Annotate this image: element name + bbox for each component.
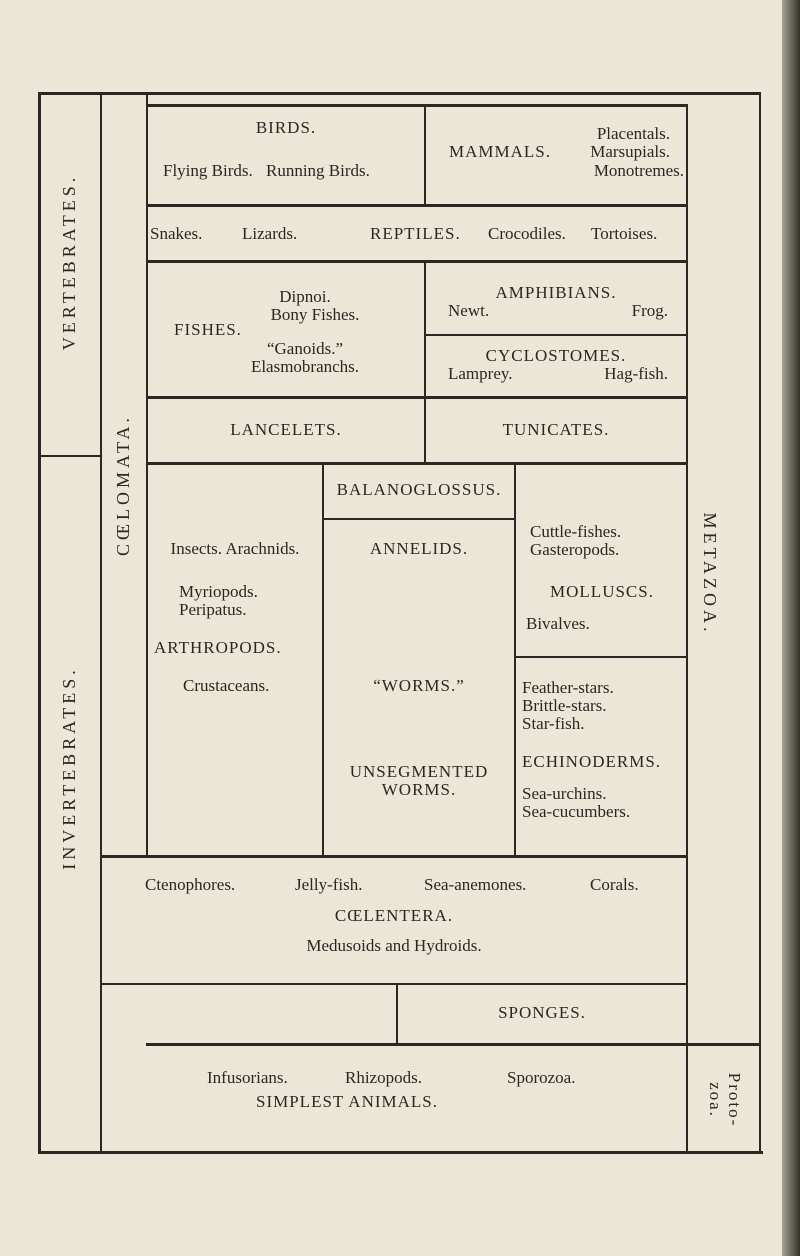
inner-top-line <box>146 104 688 107</box>
fishes-amphibians-divider <box>424 260 426 396</box>
simplest-sporozoa: Sporozoa. <box>507 1068 576 1087</box>
mammals-marsupials: Marsupials. <box>590 142 670 161</box>
cyclostomes-hagfish: Hag-fish. <box>604 364 668 383</box>
molluscs-gasteropods: Gasteropods. <box>530 540 620 559</box>
fishes-bony: Bony Fishes. <box>270 305 360 324</box>
coelentera-heading: CŒLENTERA. <box>334 906 454 925</box>
coelentera-medusoids: Medusoids and Hydroids. <box>306 936 482 955</box>
coelomata-bottom-line <box>100 855 688 858</box>
annelids-heading: ANNELIDS. <box>369 539 469 558</box>
fishes-elasmobranchs: Elasmobranchs. <box>250 357 360 376</box>
coelentera-bottom-line <box>100 983 688 985</box>
mammals-monotremes: Monotremes. <box>593 161 684 180</box>
worms-molluscs-divider <box>514 462 516 855</box>
coelentera-ctenophores: Ctenophores. <box>145 875 236 894</box>
frame-left-line <box>38 92 41 1154</box>
simplest-rhizopods: Rhizopods. <box>345 1068 422 1087</box>
birds-heading: BIRDS. <box>255 118 317 137</box>
echinoderms-cucumbers: Sea-cucumbers. <box>522 802 631 821</box>
reptiles-heading: REPTILES. <box>370 224 461 243</box>
cyclostomes-heading: CYCLOSTOMES. <box>485 346 627 365</box>
frame-bottom-line <box>38 1151 763 1154</box>
molluscs-heading: MOLLUSCS. <box>550 582 654 601</box>
arthropods-peripatus: Peripatus. <box>179 600 247 619</box>
arthropods-crustaceans: Crustaceans. <box>183 676 270 695</box>
invertebrates-label: INVERTEBRATES. <box>59 666 79 870</box>
metazoa-label: METAZOA. <box>700 512 720 636</box>
birds-running: Running Birds. <box>266 161 370 180</box>
sponges-bottom-line <box>146 1043 759 1046</box>
coelomata-label: CŒLOMATA. <box>113 413 133 557</box>
coelentera-corals: Corals. <box>590 875 639 894</box>
reptiles-tortoises: Tortoises. <box>591 224 658 243</box>
amphibians-cyclostomes-divider <box>424 334 688 336</box>
arthropods-insects: Insects. Arachnids. <box>170 539 300 558</box>
protozoa-label-line2: zoa. <box>706 1082 725 1118</box>
lancelets-heading: LANCELETS. <box>230 420 342 439</box>
frame-right-line <box>759 92 761 1154</box>
coelentera-jellyfish: Jelly-fish. <box>295 875 363 894</box>
birds-flying: Flying Birds. <box>163 161 253 180</box>
worms-heading: “WORMS.” <box>373 676 465 695</box>
molluscs-bivalves: Bivalves. <box>526 614 590 633</box>
echinoderms-urchins: Sea-urchins. <box>522 784 607 803</box>
cyclostomes-lamprey: Lamprey. <box>448 364 513 383</box>
arthropods-myriopods: Myriopods. <box>179 582 258 601</box>
echinoderms-feather: Feather-stars. <box>522 678 614 697</box>
page-edge-shadow <box>782 0 800 1256</box>
sponges-heading: SPONGES. <box>498 1003 586 1022</box>
vertebrate-invertebrate-divider <box>38 455 100 457</box>
reptiles-snakes: Snakes. <box>150 224 203 243</box>
unsegmented-worms-line1: UNSEGMENTED <box>349 762 489 781</box>
tunicates-heading: TUNICATES. <box>502 420 610 439</box>
echinoderms-brittle: Brittle-stars. <box>522 696 607 715</box>
fishes-dipnoi: Dipnoi. <box>279 287 331 306</box>
balanoglossus-bottom-line <box>322 518 514 520</box>
simplest-infusorians: Infusorians. <box>207 1068 288 1087</box>
amphibians-heading: AMPHIBIANS. <box>495 283 617 302</box>
lancelets-bottom-line <box>146 462 688 465</box>
reptiles-bottom-line <box>146 260 688 263</box>
fishes-ganoids: “Ganoids.” <box>266 339 343 358</box>
arthropods-heading: ARTHROPODS. <box>154 638 282 657</box>
amphibians-frog: Frog. <box>631 301 668 320</box>
fishes-heading: FISHES. <box>174 320 242 339</box>
unsegmented-worms-line2: WORMS. <box>381 780 457 799</box>
echinoderms-star: Star-fish. <box>522 714 585 733</box>
coelentera-anemones: Sea-anemones. <box>424 875 527 894</box>
reptiles-crocodiles: Crocodiles. <box>488 224 566 243</box>
birds-mammals-divider <box>424 104 426 204</box>
protozoa-label-line1: Proto- <box>725 1072 744 1128</box>
molluscs-cuttle: Cuttle-fishes. <box>530 522 622 541</box>
amphibians-newt: Newt. <box>448 301 490 320</box>
mammals-placentals: Placentals. <box>596 124 670 143</box>
vertebrate-column-divider <box>100 92 102 1154</box>
balanoglossus-heading: BALANOGLOSSUS. <box>336 480 502 499</box>
vertebrates-label: VERTEBRATES. <box>59 173 79 351</box>
molluscs-bottom-line <box>514 656 688 658</box>
fishes-bottom-line <box>146 396 688 399</box>
reptiles-lizards: Lizards. <box>242 224 298 243</box>
birds-bottom-line <box>146 204 688 207</box>
simplest-heading: SIMPLEST ANIMALS. <box>256 1092 438 1111</box>
mammals-heading: MAMMALS. <box>449 142 551 161</box>
echinoderms-heading: ECHINODERMS. <box>522 752 662 771</box>
